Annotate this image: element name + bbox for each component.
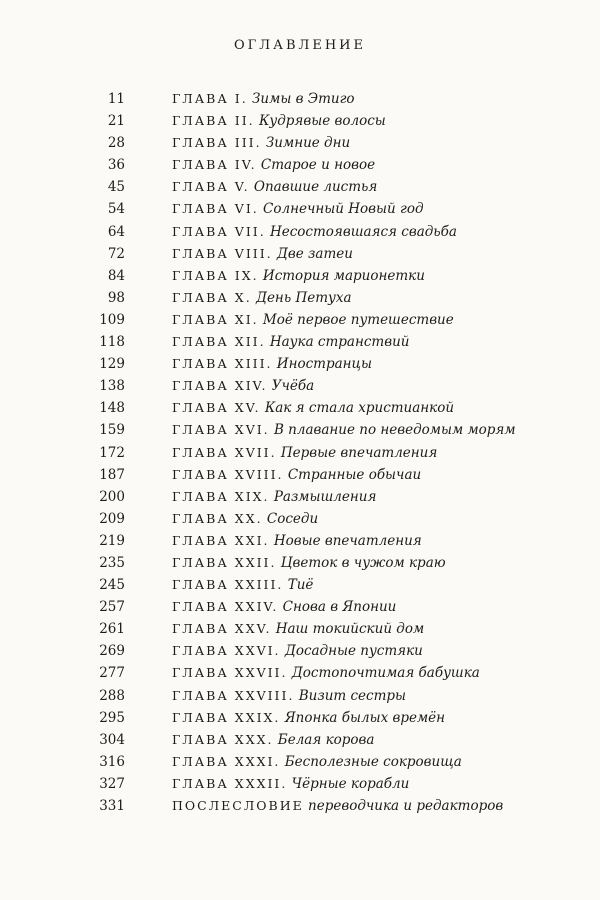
toc-chapter-title: Тиё [287, 577, 314, 594]
toc-page-number: 269 [99, 643, 125, 660]
toc-page-number: 327 [99, 775, 125, 792]
toc-entry[interactable] [0, 508, 600, 530]
toc-chapter-title: Досадные пустяки [284, 643, 423, 660]
toc-entry[interactable] [0, 419, 600, 441]
toc-page-number: 129 [99, 356, 125, 373]
toc-page-number: 138 [99, 378, 125, 395]
toc-chapter-title: Соседи [266, 510, 319, 527]
toc-page-number: 28 [107, 135, 125, 152]
toc-entry[interactable] [0, 773, 600, 795]
toc-chapter-title: Наука странствий [269, 334, 410, 351]
toc-chapter-label: ГЛАВА XV. [172, 400, 261, 416]
toc-page-number: 109 [99, 311, 125, 328]
toc-chapter-title: Странные обычаи [287, 466, 422, 483]
toc-page-number: 98 [107, 289, 125, 306]
toc-page-number: 45 [107, 179, 125, 196]
toc-entry[interactable] [0, 596, 600, 618]
toc-chapter-label: ГЛАВА II. [172, 113, 255, 129]
toc-entry[interactable] [0, 530, 600, 552]
toc-page-number: 277 [99, 665, 125, 682]
toc-entry[interactable] [0, 574, 600, 596]
toc-chapter-label: ГЛАВА XI. [172, 311, 259, 327]
toc-chapter-label: ГЛАВА XIII. [172, 356, 273, 372]
toc-chapter-label: ГЛАВА XXX. [172, 731, 274, 747]
toc-entry[interactable] [0, 331, 600, 353]
toc-chapter-label: ГЛАВА XXI. [172, 532, 270, 548]
toc-page-number: 148 [99, 400, 125, 417]
toc-chapter-title: Зимы в Этиго [252, 91, 355, 107]
toc-entry[interactable] [0, 729, 600, 751]
toc-entry[interactable] [0, 618, 600, 640]
toc-chapter-title: Несостоявшаяся свадьба [269, 223, 457, 240]
toc-afterword-title: переводчика и редакторов [308, 798, 504, 814]
toc-entry[interactable] [0, 132, 600, 154]
toc-chapter-label: ГЛАВА XXIV. [172, 599, 279, 615]
toc-chapter-title: Белая корова [277, 731, 375, 748]
toc-chapter-label: ГЛАВА VIII. [172, 245, 273, 261]
toc-chapter-label: ГЛАВА I. [172, 91, 248, 106]
toc-chapter-title: Наш токийский дом [275, 621, 425, 638]
toc-page-number: 200 [99, 488, 125, 505]
toc-page-number: 235 [99, 554, 125, 571]
toc-entry[interactable] [0, 707, 600, 729]
toc-entry[interactable] [0, 154, 600, 176]
toc-page-number: 219 [99, 532, 125, 549]
toc-chapter-label: ГЛАВА III. [172, 135, 262, 151]
toc-chapter-title: Визит сестры [298, 687, 407, 704]
toc-page-number: 257 [99, 599, 125, 616]
toc-page-number: 72 [107, 245, 125, 262]
toc-page-number: 159 [99, 422, 125, 439]
toc-entry[interactable] [0, 375, 600, 397]
toc-chapter-title: Две затеи [276, 245, 353, 262]
toc-entry[interactable] [0, 751, 600, 773]
toc-chapter-title: Бесполезные сокровища [284, 753, 462, 770]
toc-chapter-title: Зимние дни [265, 135, 351, 152]
toc-page-number: 64 [107, 223, 125, 240]
toc-page-number: 36 [107, 157, 125, 174]
toc-chapter-label: ГЛАВА XX. [172, 510, 263, 526]
toc-page-number: 331 [99, 798, 125, 814]
toc-page-number: 11 [107, 91, 125, 107]
toc-chapter-label: ГЛАВА XXIX. [172, 709, 281, 725]
toc-chapter-label: ГЛАВА XII. [172, 334, 266, 350]
toc-chapter-title: Как я стала христианкой [264, 400, 455, 417]
toc-chapter-label: ГЛАВА XXXII. [172, 775, 288, 791]
toc-page-number: 288 [99, 687, 125, 704]
toc-entry[interactable] [0, 685, 600, 707]
toc-page-number: 172 [99, 444, 125, 461]
toc-entry[interactable] [0, 464, 600, 486]
toc-chapter-label: ГЛАВА IV. [172, 157, 257, 173]
toc-chapter-title: Новые впечатления [273, 532, 422, 549]
toc-entry[interactable] [0, 88, 600, 110]
toc-entry[interactable] [0, 243, 600, 265]
toc-page-number: 316 [99, 753, 125, 770]
toc-chapter-title: Размышления [273, 488, 377, 505]
toc-chapter-label: ГЛАВА XXXI. [172, 753, 281, 769]
toc-chapter-label: ГЛАВА XXIII. [172, 577, 284, 593]
toc-chapter-label: ГЛАВА XXVI. [172, 643, 281, 659]
toc-entry[interactable] [0, 221, 600, 243]
toc-entry[interactable] [0, 442, 600, 464]
toc-chapter-label: ГЛАВА XVIII. [172, 466, 284, 482]
toc-chapter-title: Первые впечатления [280, 444, 438, 461]
toc-chapter-title: Японка былых времён [284, 709, 446, 726]
toc-page-number: 187 [99, 466, 125, 483]
toc-entry[interactable] [0, 309, 600, 331]
toc-chapter-label: ГЛАВА V. [172, 179, 250, 195]
toc-chapter-title: Кудрявые волосы [258, 113, 386, 130]
toc-page-number: 261 [99, 621, 125, 638]
toc-chapter-title: В плавание по неведомым морям [273, 422, 516, 439]
toc-entry[interactable] [0, 110, 600, 132]
toc-chapter-label: ГЛАВА XVII. [172, 444, 277, 460]
toc-chapter-title: Иностранцы [276, 356, 372, 373]
toc-entry[interactable] [0, 640, 600, 662]
toc-chapter-label: ГЛАВА XXVIII. [172, 687, 295, 703]
toc-chapter-label: ГЛАВА VII. [172, 223, 266, 239]
toc-chapter-title: Чёрные корабли [291, 775, 410, 792]
toc-page-number: 84 [107, 267, 125, 284]
toc-chapter-label: ГЛАВА XXII. [172, 554, 277, 570]
toc-entry[interactable] [0, 265, 600, 287]
toc-chapter-label: ГЛАВА XXVII. [172, 665, 288, 681]
toc-chapter-label: ГЛАВА XIX. [172, 488, 270, 504]
toc-entry[interactable] [0, 486, 600, 508]
toc-entry[interactable] [0, 287, 600, 309]
toc-entry[interactable] [0, 353, 600, 375]
toc-chapter-title: День Петуха [255, 289, 352, 306]
toc-page-number: 295 [99, 709, 125, 726]
toc-page-number: 245 [99, 577, 125, 594]
toc-chapter-title: Старое и новое [260, 157, 376, 174]
toc-chapter-title: Учёба [271, 378, 315, 395]
toc-chapter-label: ГЛАВА XXV. [172, 621, 272, 637]
toc-entry[interactable] [0, 552, 600, 574]
toc-page-number: 21 [107, 113, 125, 130]
toc-chapter-label: ГЛАВА XVI. [172, 422, 270, 438]
toc-entry[interactable] [0, 198, 600, 220]
toc-page-number: 209 [99, 510, 125, 527]
toc-chapter-title: Моё первое путешествие [262, 311, 454, 328]
toc-page-number: 54 [107, 201, 125, 218]
toc-chapter-title: История марионетки [262, 267, 425, 284]
page-title: ОГЛАВЛЕНИЕ [233, 38, 366, 53]
toc-chapter-title: Снова в Японии [282, 599, 397, 616]
toc-chapter-label: ГЛАВА VI. [172, 201, 259, 217]
toc-page-number: 304 [99, 731, 125, 748]
toc-chapter-label: ГЛАВА XIV. [172, 378, 268, 394]
toc-entry[interactable] [0, 662, 600, 684]
toc-chapter-title: Солнечный Новый год [263, 201, 424, 218]
toc-chapter-title: Цветок в чужом краю [280, 554, 446, 571]
toc-chapter-title: Достопочтимая бабушка [291, 665, 480, 682]
toc-entry[interactable] [0, 795, 600, 817]
toc-entry[interactable] [0, 397, 600, 419]
table-of-contents [0, 88, 600, 817]
toc-chapter-title: Опавшие листья [253, 179, 378, 196]
toc-chapter-label: ГЛАВА X. [172, 289, 252, 305]
toc-page-number: 118 [99, 334, 125, 351]
toc-entry[interactable] [0, 176, 600, 198]
toc-chapter-label: ГЛАВА IX. [172, 267, 259, 283]
toc-afterword-label: ПОСЛЕСЛОВИЕ [172, 798, 304, 813]
